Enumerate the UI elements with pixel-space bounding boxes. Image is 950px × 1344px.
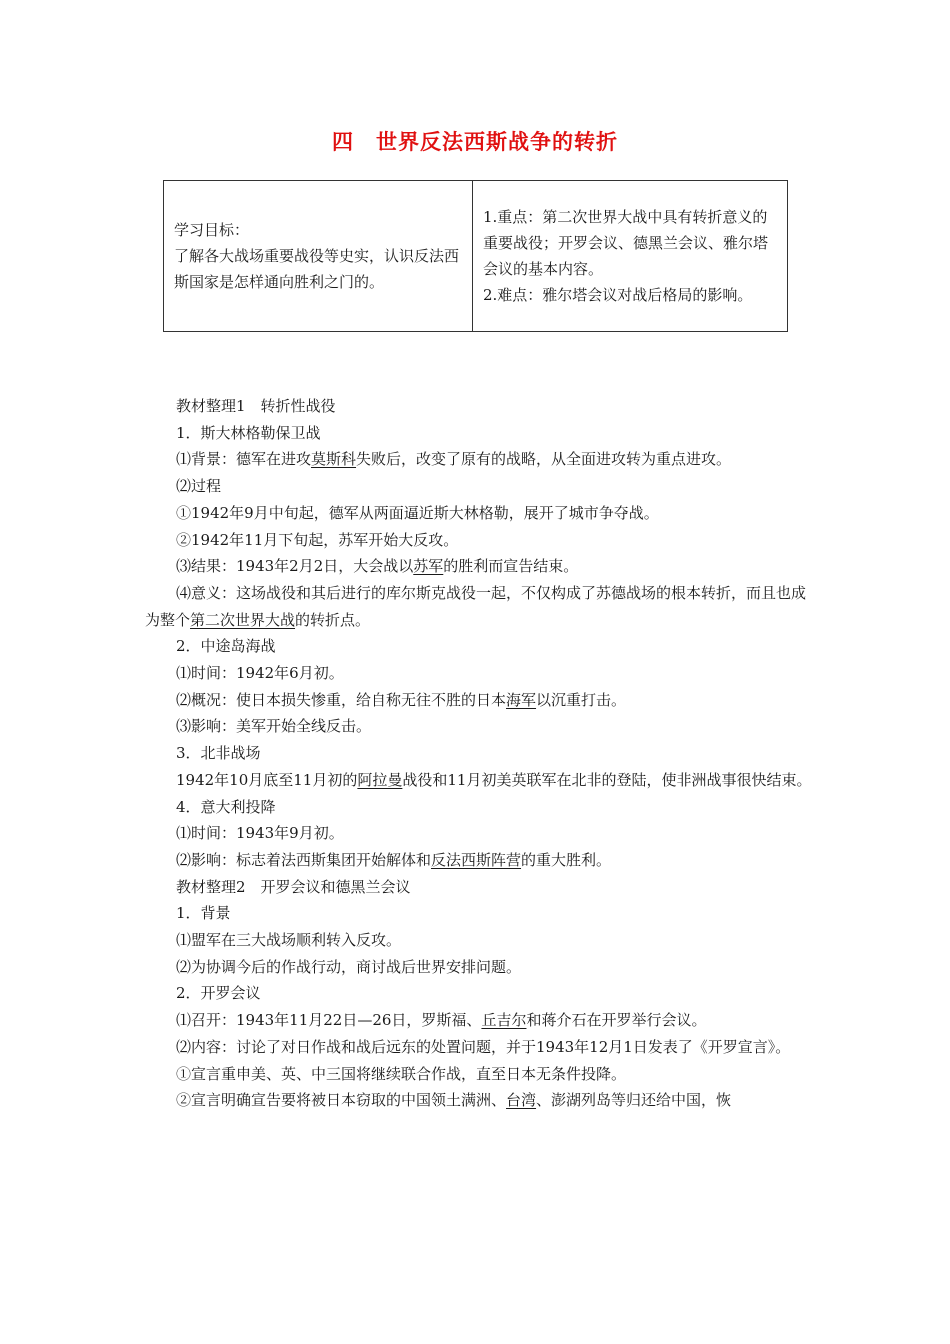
paragraph-italy-impact: ⑵影响：标志着法西斯集团开始解体和反法西斯阵营的重大胜利。 [176,850,612,869]
goal-left-body: 了解各大战场重要战役等史实，认识反法西斯国家是怎样通向胜利之门的。 [174,247,460,291]
goal-right-cell [473,181,788,332]
paragraph-process: ⑵过程 [176,477,222,496]
goal-left-heading: 学习目标： [174,221,250,239]
page-title [0,126,950,156]
underlined-term: 莫斯科 [311,450,357,469]
subheading-midway: 2．中途岛海战 [176,637,276,656]
goal-key-point: 1.重点：第二次世界大战中具有转折意义的重要战役；开罗会议、德黑兰会议、雅尔塔会议的基本内容。 [483,208,769,278]
paragraph-cairo-convening: ⑴召开：1943年11月22日—26日，罗斯福、丘吉尔和蒋介石在开罗举行会议。 [176,1011,707,1030]
paragraph-cairo-point-1: ①宣言重申美、英、中三国将继续联合作战，直至日本无条件投降。 [176,1064,627,1083]
subheading-stalingrad: 1．斯大林格勒保卫战 [176,423,321,442]
underlined-term: 丘吉尔 [481,1011,527,1030]
paragraph-background-2: ⑵为协调今后的作战行动，商讨战后世界安排问题。 [176,957,522,976]
subheading-background: 1．背景 [176,904,231,923]
paragraph-result: ⑶结果：1943年2月2日，大会战以苏军的胜利而宣告结束。 [176,557,579,576]
title-text: 世界反法西斯战争的转折 [376,130,618,154]
underlined-term: 苏军 [413,557,444,576]
paragraph-midway-overview: ⑵概况：使日本损失惨重，给自称无往不胜的日本海军以沉重打击。 [176,690,627,709]
paragraph-midway-impact: ⑶影响：美军开始全线反击。 [176,717,372,736]
section-heading-1: 教材整理1 转折性战役 [176,397,336,415]
underlined-term: 海军 [506,690,537,709]
paragraph-italy-time: ⑴时间：1943年9月初。 [176,824,344,843]
paragraph-cairo-content: ⑵内容：讨论了对日作战和战后远东的处置问题，并于1943年12月1日发表了《开罗宣言》。 [176,1037,791,1056]
title-number: 四 [332,130,354,154]
paragraph-north-africa: 1942年10月底至11月初的阿拉曼战役和11月初美英联军在北非的登陆，使非洲战事很快结束。 [176,770,812,789]
underlined-term: 反法西斯阵营 [431,850,522,869]
underlined-term: 阿拉曼 [357,770,403,789]
paragraph-midway-time: ⑴时间：1942年6月初。 [176,664,344,683]
paragraph-process-2: ②1942年11月下旬起，苏军开始大反攻。 [176,530,459,549]
subheading-italy: 4．意大利投降 [176,797,276,816]
subheading-cairo: 2．开罗会议 [176,984,261,1003]
learning-goal-table [163,180,788,332]
underlined-term: 第二次世界大战 [190,610,296,629]
goal-left-cell [164,181,473,332]
goal-difficult-point: 2.难点：雅尔塔会议对战后格局的影响。 [483,286,753,304]
paragraph-cairo-point-2: ②宣言明确宣告要将被日本窃取的中国领土满洲、台湾、澎湖列岛等归还给中国，恢 [176,1091,732,1110]
underlined-term: 台湾 [506,1091,537,1110]
subheading-north-africa: 3．北非战场 [176,744,261,763]
section-heading-2: 教材整理2 开罗会议和德黑兰会议 [176,877,411,896]
paragraph-significance: ⑷意义：这场战役和其后进行的库尔斯克战役一起，不仅构成了苏德战场的根本转折，而且也成为整个第二次世界大战的转折点。 [145,583,807,629]
paragraph-process-1: ①1942年9月中旬起，德军从两面逼近斯大林格勒，展开了城市争夺战。 [176,503,659,522]
main-text [145,393,812,1114]
paragraph-background-1: ⑴盟军在三大战场顺利转入反攻。 [176,931,402,950]
paragraph-background: ⑴背景：德军在进攻莫斯科失败后，改变了原有的战略，从全面进攻转为重点进攻。 [176,450,732,469]
